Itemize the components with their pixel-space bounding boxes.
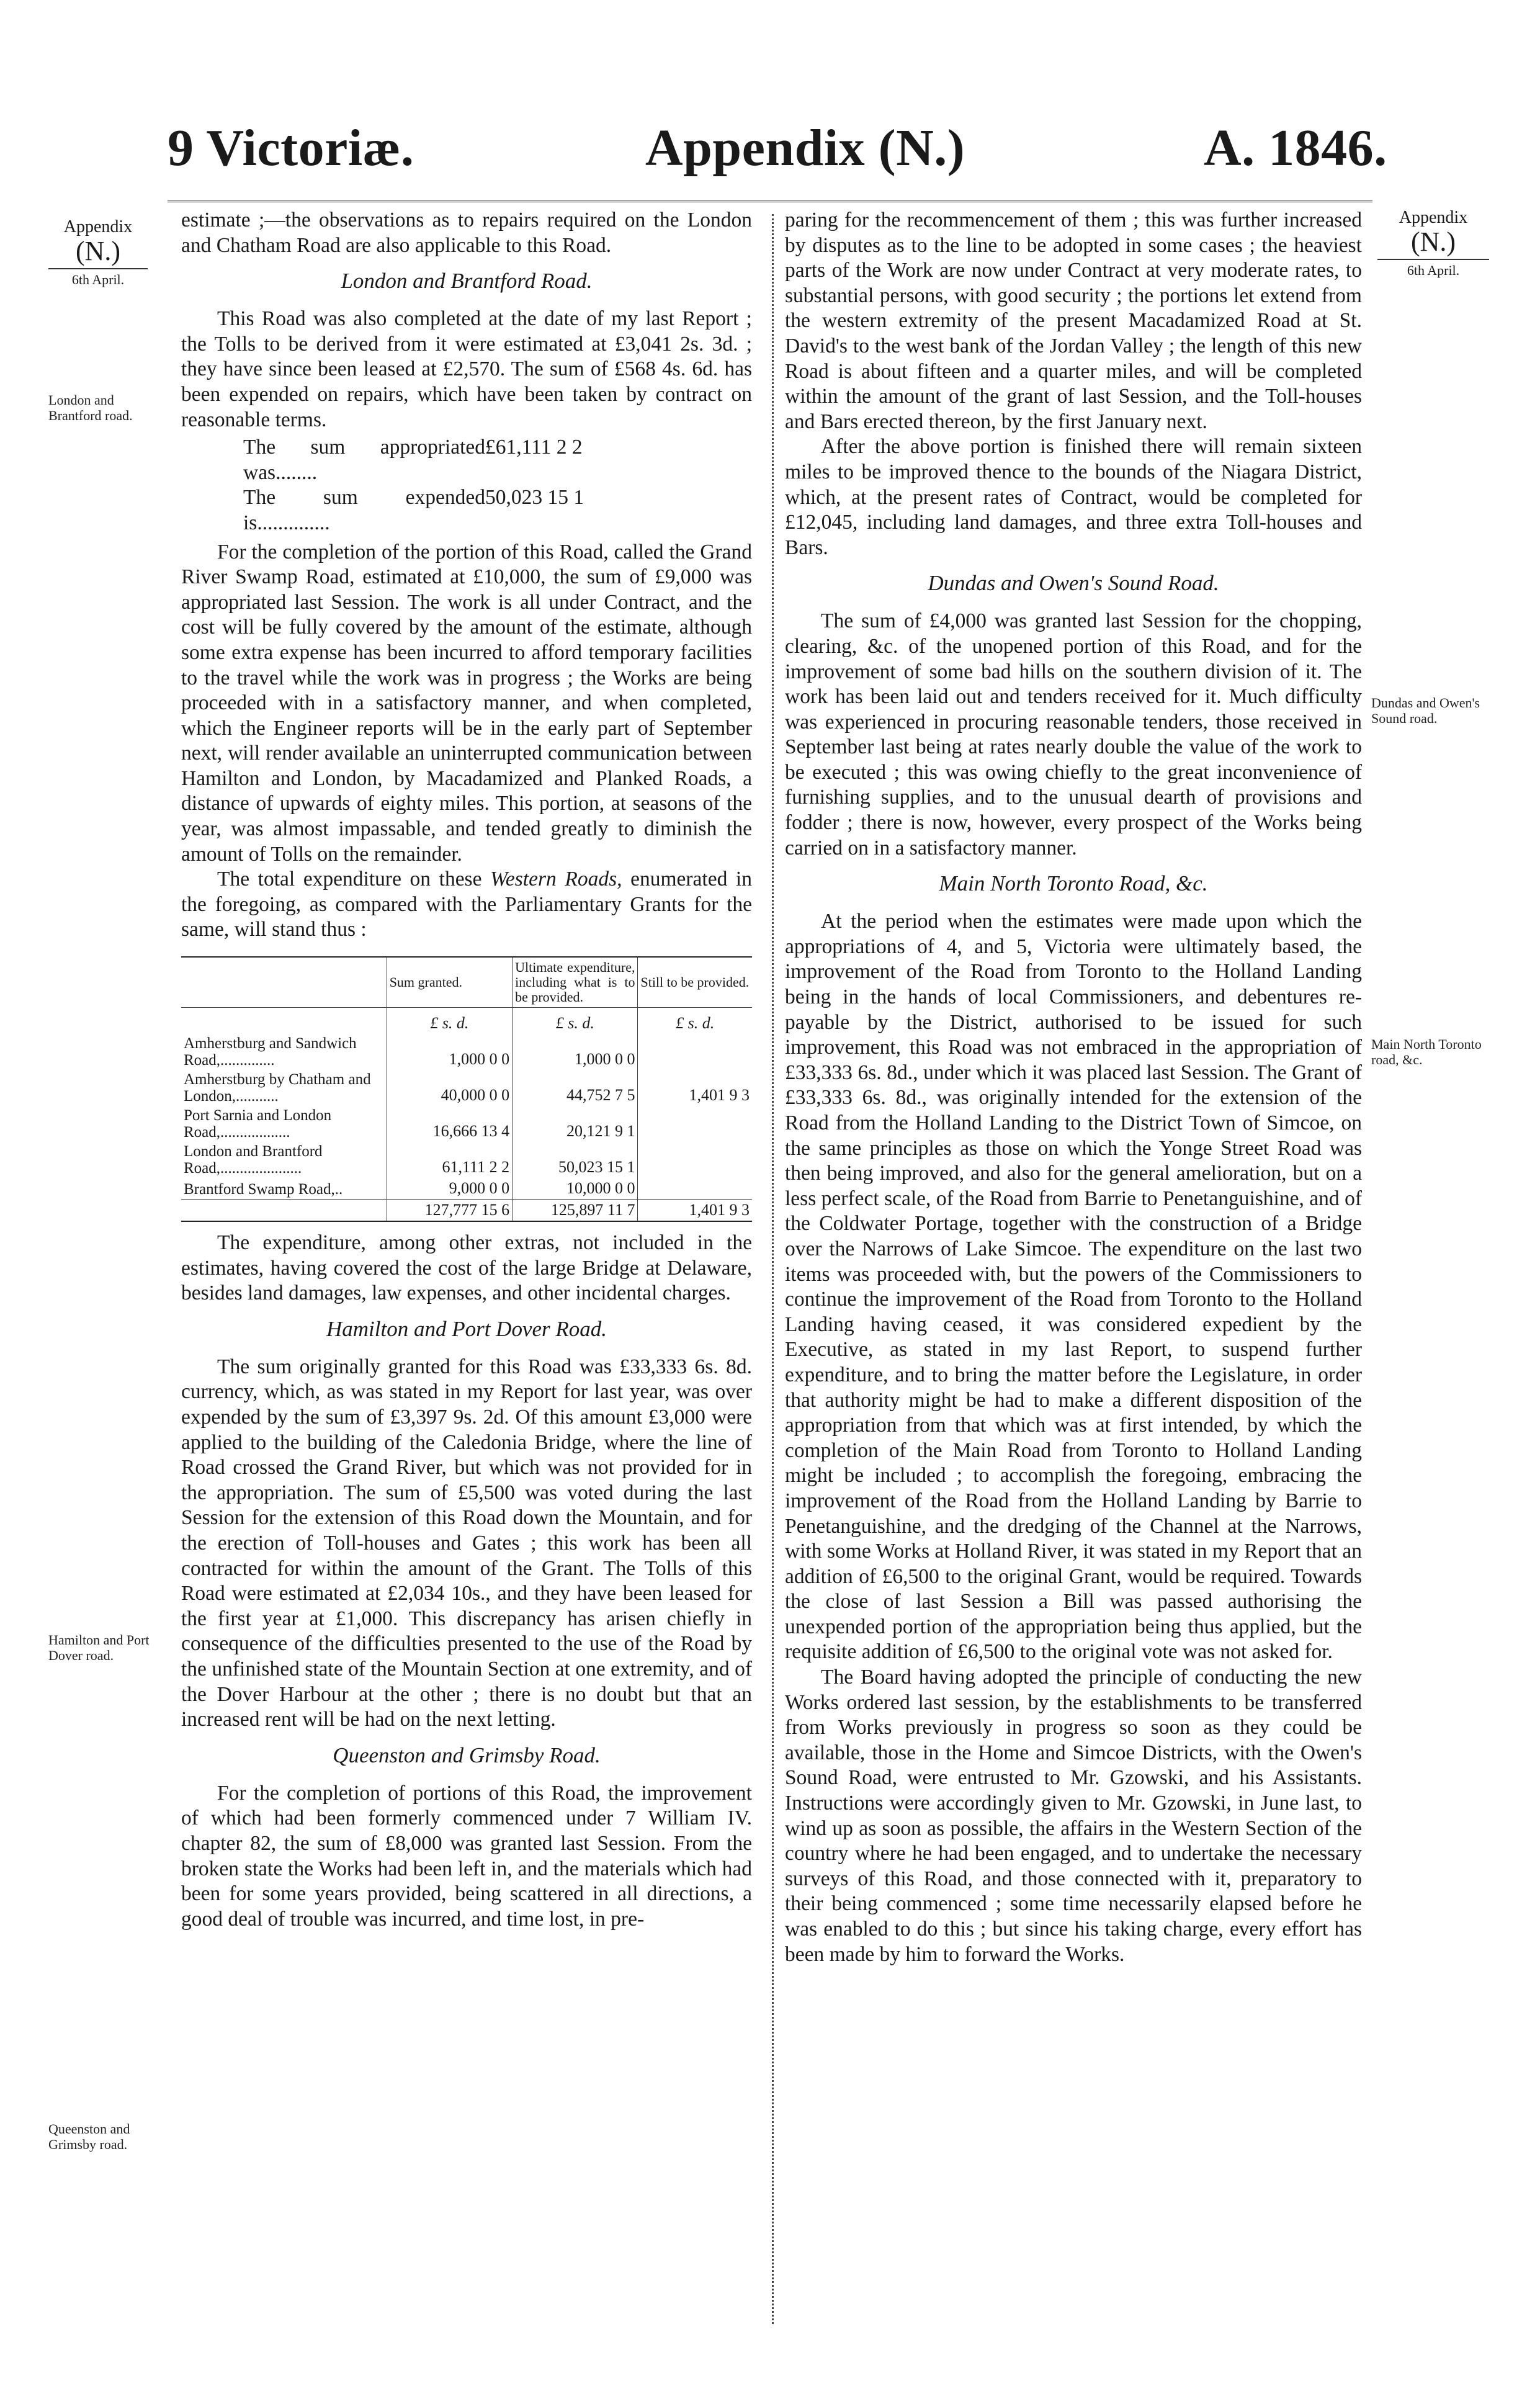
table-row [181, 1142, 752, 1178]
margin-note-hamilton: Hamilton and Port Dover road. [48, 1632, 150, 1663]
paragraph-grand-river: For the completion of the portion of this Road, called the Grand River Swamp Road, estimated at £10,000, the sum of £9,000 was appropriated last Session. The work is all under Contract, and the cost will be fully covered by the amount of the estimate, although some extra expense has been incurred to afford temporary facilities to the travel while the work was in progress ; the Works are being proceeded with in a satisfactory manner, and when completed, which the Engineer reports will be in the early part of September next, will render available an uninterrupted communication between Hamilton and London, by Macadamized and Planked Roads, a distance of upwards of eighty miles. This portion, at seasons of the year, was almost impassable, and tended greatly to diminish the amount of Tolls on the remainder. [181, 540, 752, 866]
paragraph-london-brantford: This Road was also completed at the date of my last Report ; the Tolls to be derived from it were estimated at £3,041 2s. 3d. ; they have since been leased at £2,570. The sum of £568 4s. 6d. has been expended on repairs, which have been taken by contract on reasonable terms. [181, 307, 752, 431]
table-cell-still [638, 1034, 752, 1070]
heading-queenston: Queenston and Grimsby Road. [333, 1743, 601, 1767]
paragraph-board: The Board having adopted the principle of conducting the new Works ordered last session, by the establishments to be transferred from Works previously in progress so soon as they could be available, those in the Home and Simcoe Districts, with the Owen's Sound Road, were entrusted to Mr. Gzowski, and his Assistants. Instructions were accordingly given to Mr. Gzowski, in June last, to wind up as soon as possible, the affairs in the Western Section of the country where he had been engaged, and to undertake the necessary surveys of this Road, and those connected with it, preparatory to their being commenced ; some time necessarily elapsed before he was enabled to do this ; but since his taking charge, every effort has been made by him to forward the Works. [785, 1666, 1362, 1966]
sum-label: The sum appropriated was........ [243, 436, 485, 484]
table-row-name: Port Sarnia and London Road,.................. [184, 1107, 332, 1141]
left-column [181, 208, 752, 1932]
margin-note-dundas: Dundas and Owen's Sound road. [1371, 695, 1480, 726]
table-cell-still: 1,401 9 3 [638, 1070, 752, 1106]
header-rule [168, 200, 1372, 202]
table-header-ultimate: Ultimate expenditure, including what is to be provided. [513, 957, 638, 1008]
paragraph-after-portion: After the above portion is finished there will remain sixteen miles to be improved thence to the bounds of the Niagara District, which, at the present rates of Contract, would be completed for £12,045, including land damages, and three extra Toll-houses and Bars. [785, 435, 1362, 559]
appendix-mark-left [48, 217, 148, 288]
heading-hamilton: Hamilton and Port Dover Road. [326, 1316, 607, 1341]
table-unit-cell: £ s. d. [638, 1008, 752, 1034]
table-cell-granted: 40,000 0 0 [387, 1070, 512, 1106]
appendix-mark-label: Appendix [63, 217, 133, 236]
appendix-mark-date: 6th April. [48, 268, 148, 288]
table-header-still: Still to be provided. [638, 957, 752, 1008]
paragraph-dundas: The sum of £4,000 was granted last Session for the chopping, clearing, &c. of the unopened portion of this Road, and for the improvement of some bad hills on the southern division of it. The work has been laid out and tenders received for it. Much difficulty was experienced in procuring reasonable tenders, those received in September last being at rates nearly double the value of the work to be executed ; this was owing chiefly to the great inconvenience of furnishing supplies, and to the unusual dearth of provisions and fodder ; there is now, however, every prospect of the Works being carried on in a satisfactory manner. [785, 609, 1362, 859]
table-cell-granted: 9,000 0 0 [387, 1178, 512, 1200]
table-row [181, 1034, 752, 1070]
margin-note-queenston: Queenston and Grimsby road. [48, 2121, 130, 2152]
paragraph-main-north: At the period when the estimates were made upon which the appropriations of 4, and 5, Victoria were ultimately based, the improvement of the Road from Toronto to the Holland Landing being in the hands of local Commissioners, and debentures re-payable by the District, authorised to be issued for such improvement, this Road was not embraced in the appropriation of £33,333 6s. 8d., under which it was placed last Session. The Grant of £33,333 6s. 8d., was originally intended for the extension of the Road from the Holland Landing to the District Town of Simcoe, on the same principles as those on which the Yonge Street Road was then being improved, and also for the general amelioration, but on a less perfect scale, of the Road from Barrie to Penetanguishine, and of the Coldwater Portage, together with the construction of a Bridge over the Narrows of Lake Simcoe. The expenditure on the last two items was proceeded with, but the powers of the Commissioners to continue the improvement of the Road from Toronto to the Holland Landing having ceased, it was considered expedient by the Executive, as stated in my last Report, to suspend further expenditure, and to bring the matter before the Legislature, in order that authority might be had to make a different disposition of the appropriation from that which was at first intended, by which the completion of the Main Road from Toronto to Holland Landing might be included ; to accomplish the foregoing, embracing the improvement of the Road from the Holland Landing by Barrie to Penetanguishine, and the dredging of the Channel at the Narrows, with some Works at Holland River, it was stated in my Report that an addition of £6,500 to the original Grant, would be required. Towards the close of last Session a Bill was passed authorising the unexpended portion of the appropriation being thus applied, but the requisite addition of £6,500 to the original vote was not asked for. [785, 910, 1362, 1664]
appendix-mark-right [1377, 208, 1489, 279]
paragraph-total-expenditure [181, 867, 752, 943]
table-header-row [181, 957, 752, 1008]
table-cell-ultimate: 10,000 0 0 [513, 1178, 638, 1200]
sum-value: £61,111 2 2 [485, 436, 583, 459]
paragraph-queenston-cont: paring for the recommencement of them ; this was further increased by disputes as to the line to be adopted in some cases ; the heaviest parts of the Work are now under Contract at very moderate rates, to substantial persons, with good security ; the portions let extend from the western extremity of the present Macadamized Road at St. David's to the west bank of the Jordan Valley ; the length of this new Road is about fifteen and a quarter miles, and will be completed within the amount of the grant of last Session, and the Toll-houses and Bars erected thereon, by the first January next. [785, 209, 1362, 433]
table-units-row [181, 1008, 752, 1034]
text-run-italic: Western Roads [490, 868, 617, 891]
margin-note-london-brantford: London and Brantford road. [48, 392, 133, 423]
sum-value: 50,023 15 1 [485, 486, 584, 509]
table-cell [181, 1008, 387, 1034]
sum-row-appropriated [243, 435, 752, 485]
appendix-mark-label: Appendix [1399, 208, 1468, 227]
table-cell-still [638, 1106, 752, 1142]
table-cell-ultimate: 20,121 9 1 [513, 1106, 638, 1142]
margin-note-main-north: Main North Toronto road, &c. [1371, 1036, 1482, 1067]
table-total-ultimate: 125,897 11 7 [513, 1200, 638, 1222]
sum-block [243, 435, 752, 536]
appendix-mark-date: 6th April. [1377, 259, 1489, 279]
header-appendix: Appendix (N.) [645, 119, 965, 177]
sum-label: The sum expended is.............. [243, 486, 485, 534]
heading-dundas: Dundas and Owen's Sound Road. [928, 571, 1219, 596]
heading-main-north: Main North Toronto Road, &c. [939, 871, 1208, 896]
right-column [785, 208, 1362, 1967]
table-row-name: Amherstburg by Chatham and London,........... [184, 1071, 371, 1105]
table-cell-granted: 16,666 13 4 [387, 1106, 512, 1142]
table-row [181, 1106, 752, 1142]
table-total-granted: 127,777 15 6 [387, 1200, 512, 1222]
appendix-mark-letter: (N.) [75, 236, 121, 266]
table-total-row [181, 1200, 752, 1222]
table-cell-ultimate: 44,752 7 5 [513, 1070, 638, 1106]
paragraph-expenditure: The expenditure, among other extras, not included in the estimates, having covered the cost of the large Bridge at Delaware, besides land damages, law expenses, and other incidental charges. [181, 1231, 752, 1305]
table-cell-granted: 1,000 0 0 [387, 1034, 512, 1070]
table-cell-still [638, 1178, 752, 1200]
text-run: , enumerated in the foregoing, as compared with the Parliamentary Grants for the same, will stand thus : [181, 868, 752, 941]
grants-table [181, 956, 752, 1222]
paragraph-hamilton: The sum originally granted for this Road was £33,333 6s. 8d. currency, which, as was stated in my Report for last year, was over expended by the sum of £3,397 9s. 2d. Of this amount £3,000 were applied to the building of the Caledonia Bridge, where the line of Road crossed the Grand River, but which was not provided for in the appropriation. The sum of £5,500 was voted during the last Session for the extension of this Road down the Mountain, and for the erection of Toll-houses and Gates ; this work has been all contracted for within the amount of the Grant. The Tolls of this Road were estimated at £2,034 10s., and they have been leased for the first year at £1,000. This discrepancy has arisen chiefly in consequence of the difficulties presented to the use of the Road by the unfinished state of the Mountain Section at one extremity, and of the Dover Harbour at the other ; there is no doubt but that an increased rent will be had on the next letting. [181, 1355, 752, 1731]
table-header-blank [181, 957, 387, 1008]
header-year: A. 1846. [1204, 119, 1387, 177]
paragraph-intro: estimate ;—the observations as to repairs required on the London and Chatham Road are also applicable to this Road. [181, 209, 752, 257]
text-run: The total expenditure on these [217, 868, 491, 891]
table-row-name: London and Brantford Road,..................... [184, 1143, 323, 1177]
table-cell-granted: 61,111 2 2 [387, 1142, 512, 1178]
table-cell [181, 1200, 387, 1222]
heading-london-brantford: London and Brantford Road. [341, 269, 593, 294]
header-session: 9 Victoriæ. [168, 119, 414, 177]
table-unit-cell: £ s. d. [513, 1008, 638, 1034]
table-row [181, 1070, 752, 1106]
table-total-still: 1,401 9 3 [638, 1200, 752, 1222]
sum-row-expended [243, 485, 752, 536]
paragraph-queenston: For the completion of portions of this Road, the improvement of which had been formerly commenced under 7 William IV. chapter 82, the sum of £8,000 was granted last Session. From the broken state the Works had been left in, and the materials which had been for some years provided, being scattered in all directions, a good deal of trouble was incurred, and time lost, in pre- [181, 1781, 752, 1931]
table-cell-still [638, 1142, 752, 1178]
table-cell-ultimate: 50,023 15 1 [513, 1142, 638, 1178]
table-row-name: Brantford Swamp Road,.. [184, 1181, 343, 1198]
appendix-mark-letter: (N.) [1410, 227, 1456, 257]
table-header-granted: Sum granted. [387, 957, 512, 1008]
table-unit-cell: £ s. d. [387, 1008, 512, 1034]
table-row [181, 1178, 752, 1200]
table-cell-ultimate: 1,000 0 0 [513, 1034, 638, 1070]
column-divider [772, 214, 774, 2324]
table-row-name: Amherstburg and Sandwich Road,.............. [184, 1035, 357, 1069]
